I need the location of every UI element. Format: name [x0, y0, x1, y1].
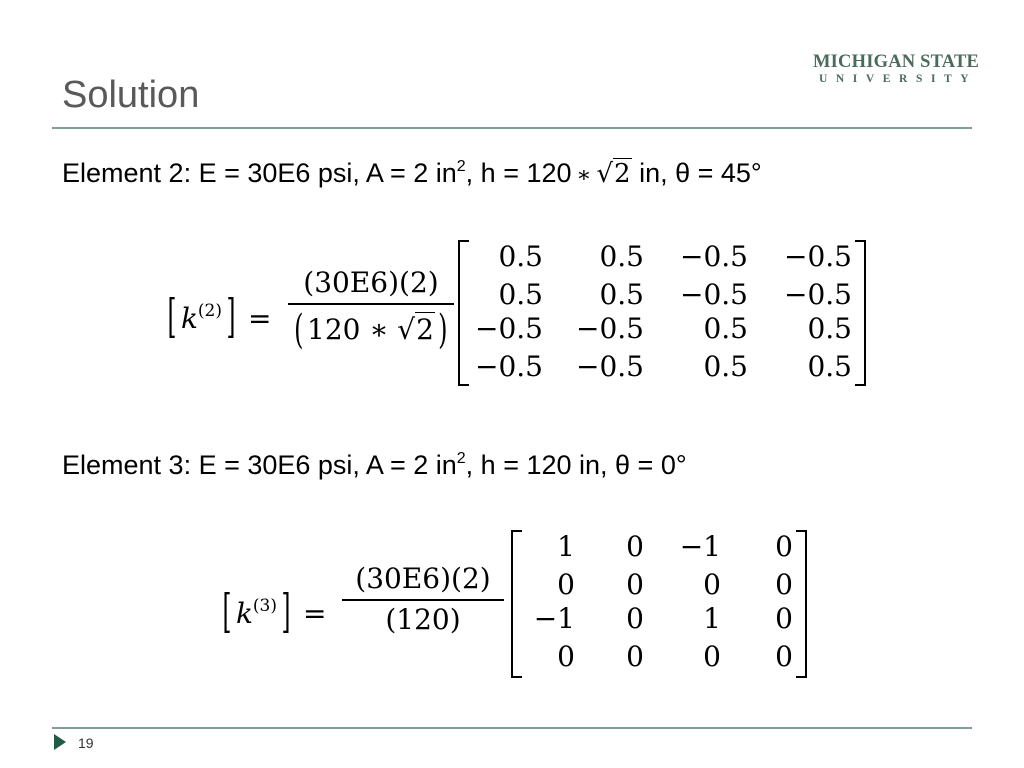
matrix-cell: 0.5 [498, 240, 543, 273]
matrix-cell: 1 [557, 530, 575, 563]
matrix-cell: −0.5 [475, 350, 543, 383]
footer-divider [52, 727, 972, 729]
element2-unit-exp: 2 [456, 158, 466, 175]
element2-numerator: (30E6)(2) [303, 266, 439, 299]
element3-stiffness-matrix [511, 530, 807, 678]
element3-text-pre: Element 3: E = 30E6 psi, A = 2 in [62, 450, 457, 480]
element2-asterisk: ∗ [576, 163, 592, 188]
slide-title: Solution [62, 74, 200, 116]
element2-sqrt-arg: 2 [614, 159, 631, 189]
element3-text-post: , h = 120 in, θ = 0° [465, 450, 687, 480]
matrix-cell: −0.5 [680, 278, 748, 311]
logo-line1: MICHIGAN STATE [813, 52, 980, 72]
play-arrow-icon [54, 734, 66, 750]
logo-line2: UNIVERSITY [819, 73, 978, 85]
matrix-cell: 0 [775, 568, 793, 601]
element2-radical: √ [596, 159, 614, 189]
element2-lhs: [ $k^{(2)}$] = [167, 289, 272, 343]
page-number: 19 [78, 735, 94, 751]
matrix-row [511, 640, 807, 678]
element3-numerator: (30E6)(2) [355, 562, 491, 595]
matrix-cell: 0 [775, 602, 793, 635]
matrix-cell: 0 [557, 640, 575, 673]
element2-text-pre: Element 2: E = 30E6 psi, A = 2 in [62, 158, 457, 188]
matrix-cell: −0.5 [784, 240, 852, 273]
element3-fraction [342, 562, 504, 636]
matrix-row [511, 530, 807, 568]
matrix-cell: −1 [533, 602, 575, 635]
matrix-cell: 0 [557, 568, 575, 601]
matrix-cell: 0.5 [599, 240, 644, 273]
matrix-cell: −0.5 [576, 312, 644, 345]
matrix-cell: −0.5 [475, 312, 543, 345]
element2-den-radical: √ [397, 312, 416, 346]
matrix-cell: 0 [626, 640, 644, 673]
element2-text-post: in, θ = 45° [631, 158, 762, 188]
matrix-cell: −0.5 [680, 240, 748, 273]
matrix-cell: 0.5 [807, 312, 852, 345]
matrix-cell: −0.5 [784, 278, 852, 311]
matrix-cell: 0 [626, 568, 644, 601]
matrix-cell: −0.5 [576, 350, 644, 383]
matrix-cell: 0.5 [703, 350, 748, 383]
matrix-cell: 0 [626, 602, 644, 635]
element3-lhs: [ $k^{(3)}$] = [222, 584, 327, 638]
element2-k: k [180, 302, 198, 335]
matrix-cell: −1 [679, 530, 721, 563]
matrix-cell: 0.5 [599, 278, 644, 311]
den-close-paren: ) [438, 306, 448, 353]
matrix-cell: 0 [775, 640, 793, 673]
matrix-row [511, 568, 807, 606]
matrix-cell: 0.5 [498, 278, 543, 311]
matrix-row [511, 602, 807, 640]
element3-unit-exp: 2 [456, 450, 466, 467]
matrix-cell: 0.5 [703, 312, 748, 345]
matrix-cell: 0.5 [807, 350, 852, 383]
matrix-cell: 0 [775, 530, 793, 563]
matrix-cell: 1 [703, 602, 721, 635]
den-open-paren: ( [294, 306, 304, 353]
element2-den-sqrt-arg: 2 [416, 312, 434, 346]
matrix-cell: 0 [626, 530, 644, 563]
element2-text-mid: , h = 120 [465, 158, 572, 188]
element3-k-sup: (3) [252, 596, 278, 616]
element3-denominator: (120) [385, 602, 461, 636]
matrix-cell: 0 [703, 640, 721, 673]
element2-k-sup: (2) [197, 301, 223, 321]
element3-k: k [235, 597, 253, 630]
matrix-cell: 0 [703, 568, 721, 601]
element2-den-body: 120 ∗ [307, 312, 398, 346]
